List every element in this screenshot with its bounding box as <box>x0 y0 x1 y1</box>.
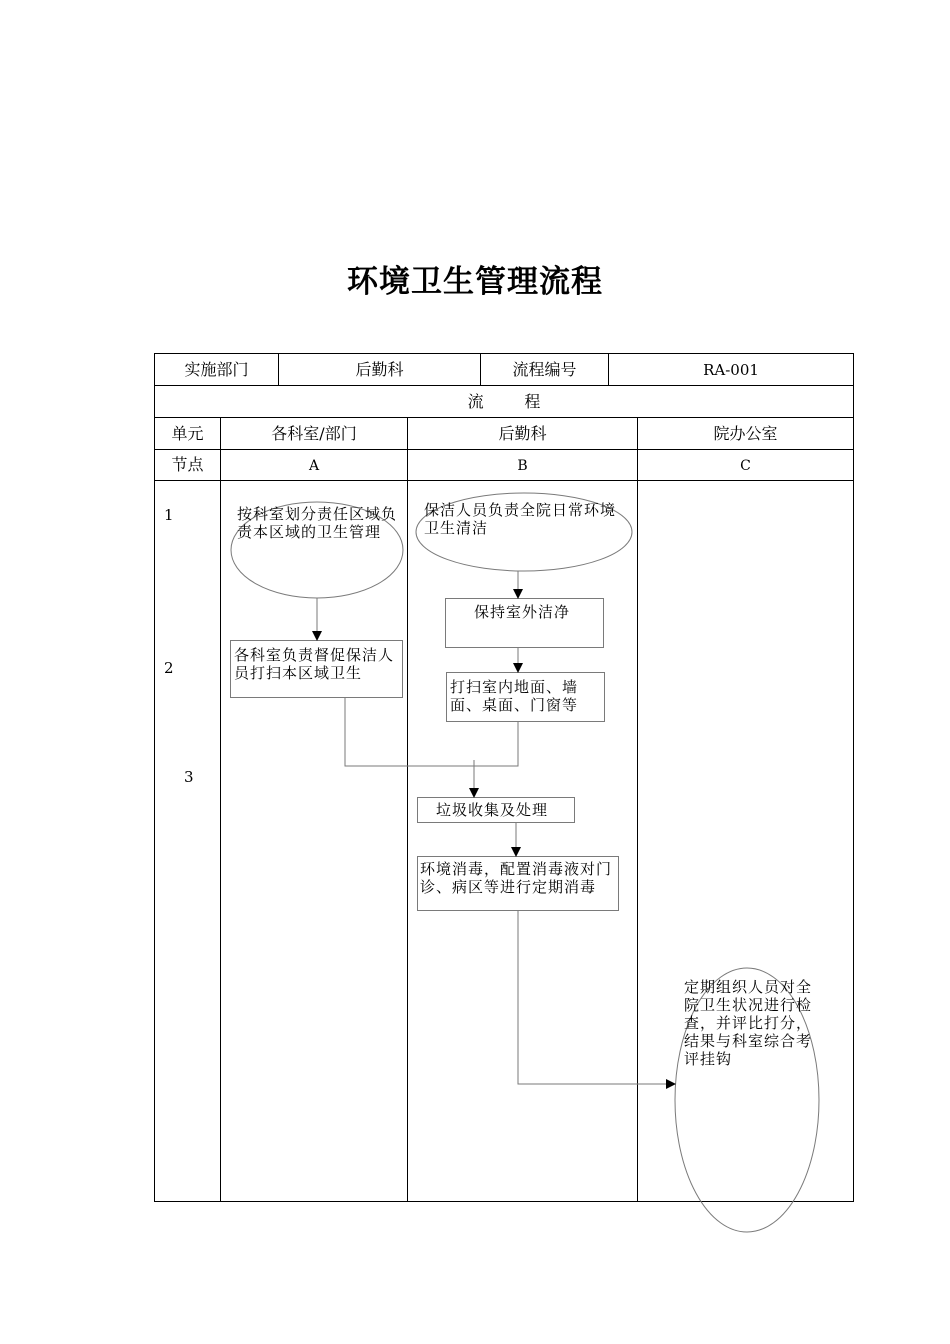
step-b3-text: 打扫室内地面、墙面、桌面、门窗等 <box>450 678 579 714</box>
step-b2-text: 保持室外洁净 <box>474 603 571 621</box>
step-c1-text: 定期组织人员对全院卫生状况进行检查，并评比打分，结果与科室综合考评挂钩 <box>684 978 813 1068</box>
row-number-2: 2 <box>164 659 174 677</box>
flow-label: 流 程 <box>467 392 541 411</box>
step-b5-text: 环境消毒，配置消毒液对门诊、病区等进行定期消毒 <box>420 860 613 896</box>
column-b-code: B <box>517 458 528 474</box>
step-b1-text: 保洁人员负责全院日常环境卫生清洁 <box>424 501 617 537</box>
node-label: 节点 <box>171 455 204 474</box>
column-a-code: A <box>308 458 320 474</box>
row-number-1: 1 <box>164 506 174 524</box>
column-a-name: 各科室/部门 <box>271 424 357 443</box>
page-title: 环境卫生管理流程 <box>347 264 603 300</box>
row-number-3: 3 <box>184 768 194 786</box>
code-value: RA-001 <box>703 361 759 379</box>
unit-label: 单元 <box>171 424 204 443</box>
step-b4-text: 垃圾收集及处理 <box>436 801 549 819</box>
step-a1-text: 按科室划分责任区域负责本区域的卫生管理 <box>237 505 397 541</box>
dept-label: 实施部门 <box>184 360 249 379</box>
column-b-name: 后勤科 <box>498 424 547 443</box>
step-a2-text: 各科室负责督促保洁人员打扫本区域卫生 <box>234 646 395 682</box>
code-label: 流程编号 <box>512 360 577 379</box>
dept-value: 后勤科 <box>355 360 404 379</box>
column-c-name: 院办公室 <box>713 424 778 443</box>
column-c-code: C <box>740 458 751 474</box>
